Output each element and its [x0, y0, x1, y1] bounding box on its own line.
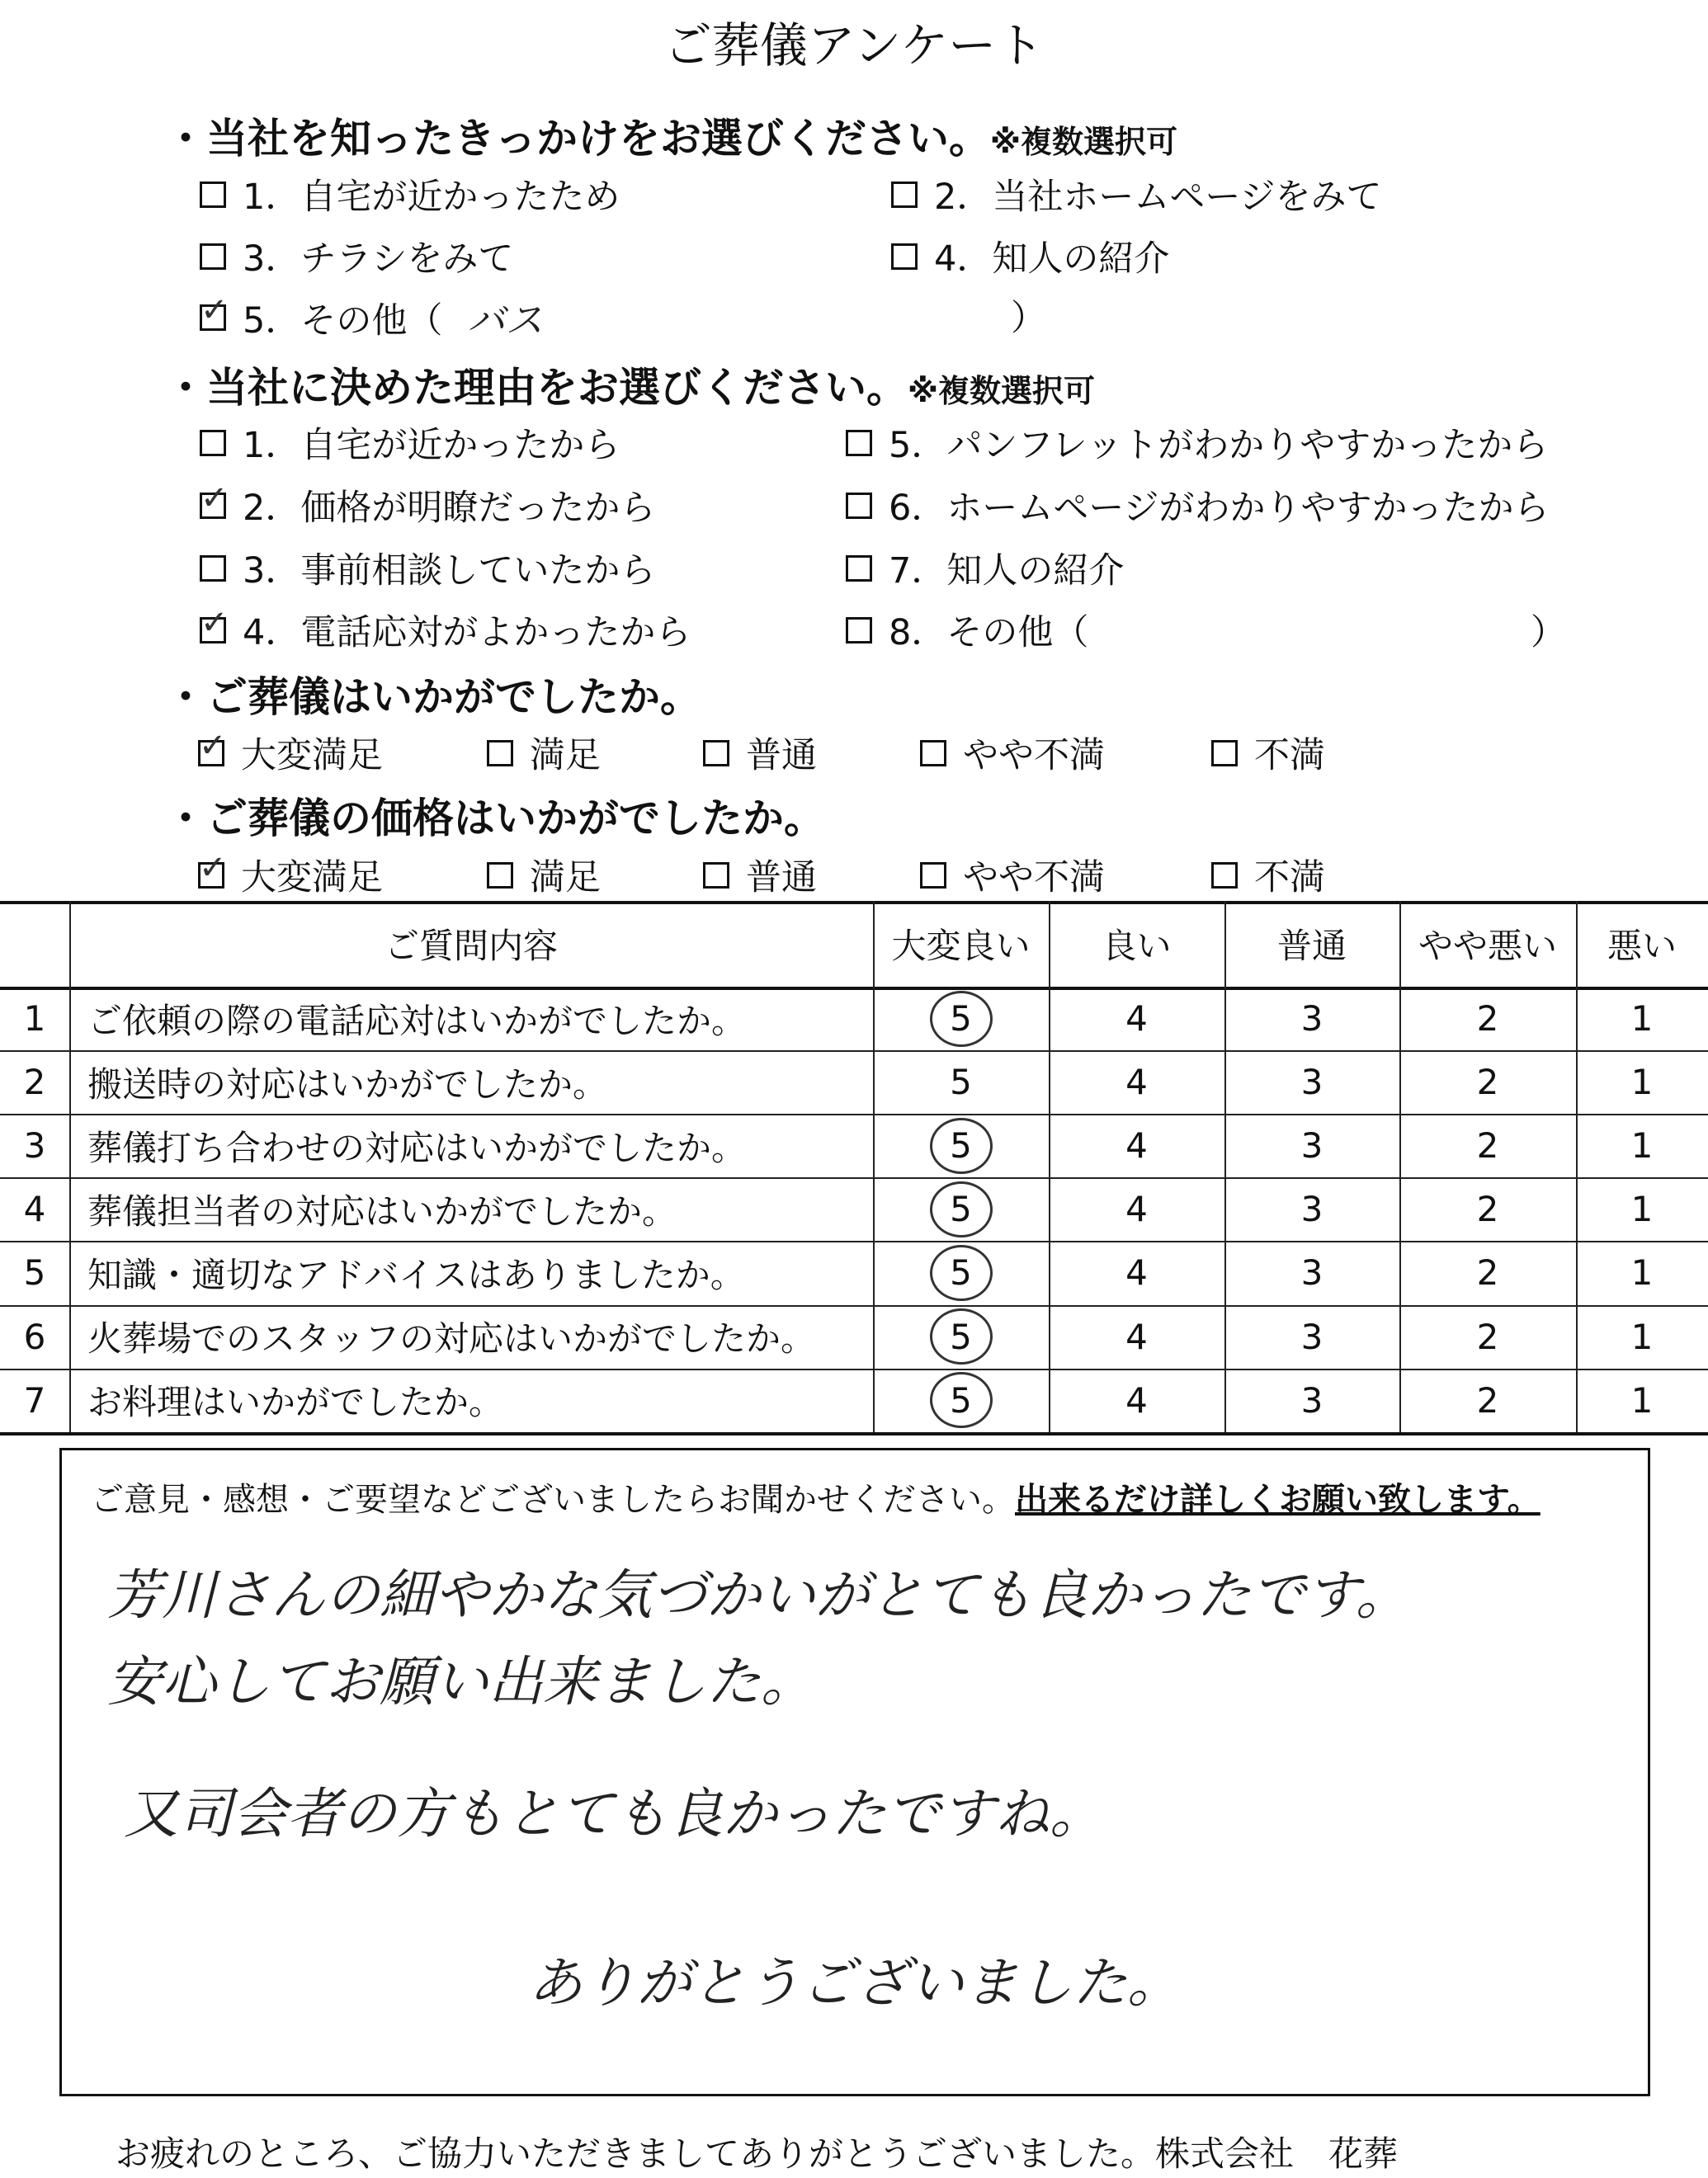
table-score-option[interactable]	[1049, 987, 1224, 1050]
table-score-option[interactable]	[1049, 1050, 1224, 1114]
score-value: 1	[1630, 1125, 1654, 1167]
q1-option-2[interactable]: 2．当社ホームページをみて	[891, 169, 1382, 219]
q2-option-3[interactable]: 3．事前相談していたから	[200, 543, 655, 593]
q1-close-paren: ）	[1011, 298, 1046, 339]
table-bottom-border	[0, 1432, 1708, 1436]
table-score-option[interactable]	[873, 987, 1049, 1050]
table-row-number: 4	[23, 1189, 46, 1230]
q3-option-dissatisfied[interactable]: 不満	[1211, 728, 1325, 778]
score-value: 1	[1630, 1189, 1654, 1230]
q2-note: ※複数選択可	[908, 373, 1095, 409]
table-score-option[interactable]	[873, 1241, 1049, 1304]
table-score-option[interactable]	[1049, 1114, 1224, 1177]
q2-option-7[interactable]: 7．知人の紹介	[846, 543, 1124, 593]
q1-option-3[interactable]: 3．チラシをみて	[200, 231, 513, 281]
q2-option-5[interactable]: 5．パンフレットがわかりやすかったから	[846, 417, 1548, 468]
checkbox-icon	[846, 555, 872, 582]
checkbox-icon	[1211, 862, 1238, 889]
score-value: 3	[1300, 1062, 1323, 1103]
q1-other-text: バス	[467, 298, 544, 342]
check-mark-icon: ✓	[201, 291, 229, 329]
comment-line-3: 又司会者の方もとても良かったですね。	[124, 1782, 1104, 1846]
score-value: 2	[1476, 998, 1499, 1040]
table-score-option[interactable]	[1399, 1177, 1576, 1241]
table-question: 火葬場でのスタッフの対応はいかがでしたか。	[87, 1318, 816, 1360]
score-value: 3	[1300, 1252, 1323, 1294]
table-question: 搬送時の対応はいかがでしたか。	[87, 1063, 608, 1105]
table-score-option[interactable]	[1224, 1305, 1399, 1369]
score-value-circled: 5	[930, 1118, 993, 1174]
table-score-option[interactable]	[1399, 1305, 1576, 1369]
rating-table	[0, 901, 1708, 1432]
score-value-circled: 5	[930, 991, 993, 1047]
table-question: ご依頼の際の電話応対はいかがでしたか。	[87, 1000, 747, 1041]
table-header-cell: 大変良い	[891, 926, 1031, 966]
table-score-option[interactable]	[873, 1177, 1049, 1241]
table-score-option[interactable]	[1049, 1369, 1224, 1432]
table-score-option[interactable]	[1399, 987, 1576, 1050]
score-value: 3	[1300, 998, 1323, 1040]
table-score-option[interactable]	[1224, 1050, 1399, 1114]
table-score-option[interactable]	[1399, 1114, 1576, 1177]
check-mark-icon: ✓	[201, 603, 229, 642]
checkbox-icon	[1211, 740, 1238, 766]
table-row-number: 3	[23, 1125, 46, 1167]
q4-heading: ・ご葬儀の価格はいかがでしたか。	[165, 794, 825, 842]
q1-option-1[interactable]: 1．自宅が近かったため	[200, 169, 620, 219]
table-score-option[interactable]	[1224, 1177, 1399, 1241]
q4-option-satisfied[interactable]: 満足	[487, 850, 601, 900]
score-value: 4	[1125, 998, 1148, 1040]
q2-option-6[interactable]: 6．ホームページがわかりやすかったから	[846, 480, 1550, 530]
table-header-cell: やや悪い	[1418, 926, 1557, 966]
table-score-option[interactable]	[1576, 1369, 1708, 1432]
check-mark-icon: ✓	[199, 848, 227, 887]
table-score-option[interactable]	[1576, 987, 1708, 1050]
score-value: 3	[1300, 1125, 1323, 1167]
checkbox-icon	[703, 862, 729, 889]
table-row-number: 5	[23, 1252, 46, 1294]
table-score-option[interactable]	[873, 1114, 1049, 1177]
score-value: 3	[1300, 1316, 1323, 1357]
table-score-option[interactable]	[1576, 1177, 1708, 1241]
score-value: 4	[1125, 1252, 1148, 1294]
table-score-option[interactable]	[1399, 1369, 1576, 1432]
score-value: 4	[1125, 1316, 1148, 1357]
score-value-circled: 5	[930, 1181, 993, 1238]
q1-note: ※複数選択可	[990, 124, 1177, 160]
q1-option-5[interactable]: ✓ 5．その他（ バス	[200, 290, 543, 345]
q1-option-4[interactable]: 4．知人の紹介	[891, 231, 1169, 281]
score-value: 1	[1630, 1316, 1654, 1357]
table-score-option[interactable]	[1224, 1241, 1399, 1304]
table-score-option[interactable]	[1224, 1114, 1399, 1177]
checkbox-icon	[891, 182, 918, 208]
score-value: 1	[1630, 1252, 1654, 1294]
q3-option-slightly-dissatisfied[interactable]: やや不満	[920, 728, 1105, 778]
comments-prompt-emphasis: 出来るだけ詳しくお願い致します。	[1015, 1481, 1541, 1519]
table-score-option[interactable]	[873, 1369, 1049, 1432]
score-value: 3	[1300, 1379, 1323, 1421]
table-score-option[interactable]	[1224, 987, 1399, 1050]
score-value: 4	[1125, 1189, 1148, 1230]
score-value: 2	[1476, 1379, 1499, 1421]
score-value: 2	[1476, 1125, 1499, 1167]
table-score-option[interactable]	[873, 1305, 1049, 1369]
checkbox-icon	[200, 182, 226, 208]
q4-option-very-satisfied[interactable]: ✓ 大変満足	[199, 848, 383, 898]
score-value: 2	[1476, 1189, 1499, 1230]
score-value: 4	[1125, 1062, 1148, 1103]
check-mark-icon: ✓	[201, 478, 229, 517]
q2-heading: ・当社に決めた理由をお選びください。※複数選択可	[165, 364, 1095, 412]
checkbox-icon	[891, 243, 918, 270]
table-question: 葬儀打ち合わせの対応はいかがでしたか。	[87, 1127, 747, 1168]
q3-option-satisfied[interactable]: 満足	[487, 728, 601, 778]
table-score-option[interactable]	[873, 1050, 1049, 1114]
q4-option-dissatisfied[interactable]: 不満	[1211, 850, 1325, 900]
table-question: お料理はいかがでしたか。	[87, 1382, 504, 1423]
q2-option-1[interactable]: 1．自宅が近かったから	[200, 417, 620, 468]
table-score-option[interactable]	[1049, 1305, 1224, 1369]
checkbox-checked-icon	[200, 291, 229, 331]
score-value: 4	[1125, 1125, 1148, 1167]
score-value: 3	[1300, 1189, 1323, 1230]
q1-heading: ・当社を知ったきっかけをお選びください。※複数選択可	[165, 115, 1177, 163]
table-header-cell: 普通	[1276, 926, 1347, 966]
checkbox-checked-icon	[200, 478, 229, 519]
comment-line-1: 芳川さんの細やかな気づかいがとても良かったです。	[107, 1563, 1410, 1627]
table-score-option[interactable]	[1399, 1241, 1576, 1304]
comments-prompt: ご意見・感想・ご要望などございましたらお聞かせください。出来るだけ詳しくお願い致します。	[91, 1481, 1541, 1519]
q4-option-normal[interactable]: 普通	[703, 850, 817, 900]
table-score-option[interactable]	[1576, 1305, 1708, 1369]
checkbox-icon	[703, 740, 729, 766]
comment-line-2: 安心してお願い出来ました。	[107, 1650, 815, 1714]
checkbox-checked-icon	[198, 848, 227, 889]
checkbox-icon	[846, 493, 872, 519]
checkbox-icon	[920, 740, 946, 766]
score-value: 1	[1630, 1379, 1654, 1421]
table-row-number: 1	[23, 998, 46, 1040]
checkbox-icon	[200, 430, 226, 456]
q3-heading: ・ご葬儀はいかがでしたか。	[165, 673, 701, 721]
score-value: 1	[1630, 1062, 1654, 1103]
score-value-circled: 5	[930, 1308, 993, 1365]
score-value: 2	[1476, 1252, 1499, 1294]
footer-thanks: お疲れのところ、ご協力いただきましてありがとうございました。株式会社 花葬	[116, 2133, 1399, 2174]
checkbox-icon	[920, 862, 946, 889]
table-score-option[interactable]	[1049, 1241, 1224, 1304]
form-title: ご葬儀アンケート	[663, 17, 1045, 73]
checkbox-icon	[487, 740, 513, 766]
comment-line-4: ありがとうございました。	[528, 1951, 1182, 2015]
checkbox-checked-icon	[200, 603, 229, 644]
q3-option-very-satisfied[interactable]: ✓ 大変満足	[199, 726, 383, 776]
score-value: 4	[1125, 1379, 1148, 1421]
table-score-option[interactable]	[1576, 1050, 1708, 1114]
table-question: 知識・適切なアドバイスはありましたか。	[87, 1254, 745, 1295]
score-value: 1	[1630, 998, 1654, 1040]
table-score-option[interactable]	[1224, 1369, 1399, 1432]
table-header-cell: 悪い	[1607, 926, 1677, 966]
score-value: 2	[1476, 1062, 1499, 1103]
table-header-cell: ご質問内容	[384, 926, 558, 966]
q2-option-8[interactable]: 8．その他（	[846, 605, 1088, 655]
q4-option-slightly-dissatisfied[interactable]: やや不満	[920, 850, 1105, 900]
q3-option-normal[interactable]: 普通	[703, 728, 817, 778]
checkbox-icon	[846, 430, 872, 456]
table-score-option[interactable]	[1399, 1050, 1576, 1114]
table-row-number: 6	[23, 1316, 46, 1357]
score-value-circled: 5	[930, 1372, 993, 1428]
table-header-cell: 良い	[1102, 926, 1172, 966]
table-row-number: 7	[23, 1379, 46, 1421]
q2-option-4[interactable]: ✓ 4．電話応対がよかったから	[201, 603, 691, 653]
score-value-circled: 5	[930, 1245, 993, 1301]
checkbox-icon	[487, 862, 513, 889]
q2-close-paren: ）	[1531, 612, 1566, 653]
score-value: 2	[1476, 1316, 1499, 1357]
q2-option-2[interactable]: ✓ 2．価格が明瞭だったから	[201, 478, 656, 529]
checkbox-checked-icon	[198, 726, 227, 766]
table-row-number: 2	[23, 1062, 46, 1103]
checkbox-icon	[846, 617, 872, 644]
table-question: 葬儀担当者の対応はいかがでしたか。	[87, 1190, 677, 1232]
table-score-option[interactable]	[1576, 1241, 1708, 1304]
checkbox-icon	[200, 243, 226, 270]
table-score-option[interactable]	[1049, 1177, 1224, 1241]
checkbox-icon	[200, 555, 226, 582]
score-value: 5	[950, 1062, 972, 1103]
check-mark-icon: ✓	[199, 726, 227, 765]
table-score-option[interactable]	[1576, 1114, 1708, 1177]
